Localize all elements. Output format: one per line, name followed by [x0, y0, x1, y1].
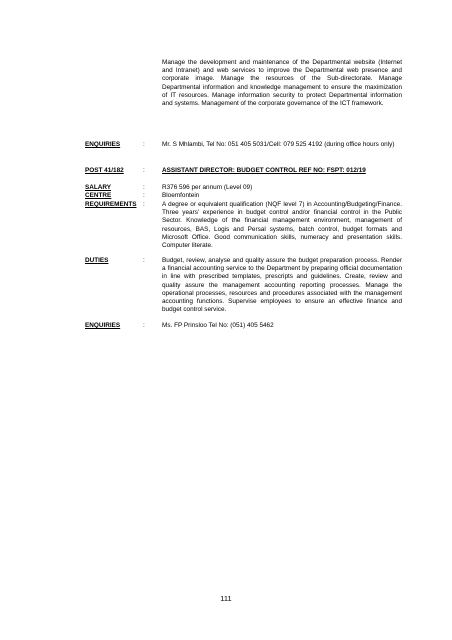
centre-label: CENTRE	[85, 192, 112, 199]
enquiries-label-1: ENQUIRIES	[85, 141, 121, 148]
page-number: 111	[220, 594, 232, 603]
requirements-value: A degree or equivalent qualification (NQF level 7) in Accounting/Budgeting/Finance. Three years' experience in budget control and/or financial control in the Public Sector. Knowledge of the financial management environment, management of resources, BAS, Logis and Persal systems, batch control, budget formats and Microsoft Office. Good communication skills, numeracy and presentation skills. Computer literate.	[162, 201, 402, 250]
enquiries-value-1: Mr. S Mhlambi, Tel No: 051 405 5031/Cell: 079 525 4192 (during office hours only)	[162, 141, 395, 148]
salary-colon: :	[143, 184, 145, 191]
centre-value: Bloemfontein	[162, 192, 200, 199]
enquiries-colon-2: :	[143, 322, 145, 329]
enquiries-value-2: Ms. FP Prinsloo Tel No: (051) 405 5462	[162, 322, 274, 329]
intro-paragraph: Manage the development and maintenance of the Departmental website (Internet and Intranet) and web services to improve the Departmental web presence and corporate image. Manage the resources of the Sub-directorate. Manage Departmental information and knowledge management to ensure the maximization of IT resources. Manage information security to protect Departmental information and systems. Management of the corporate governance of the ICT framework.	[162, 59, 402, 108]
enquiries-colon-1: :	[143, 141, 145, 148]
requirements-colon: :	[143, 201, 145, 208]
salary-label: SALARY	[85, 184, 112, 191]
duties-label: DUTIES	[85, 257, 109, 264]
salary-value: R376 596 per annum (Level 09)	[162, 184, 253, 191]
post-label: POST 41/182	[85, 167, 124, 174]
requirements-label: REQUIREMENTS	[85, 201, 137, 208]
centre-colon: :	[143, 192, 145, 199]
post-colon: :	[143, 167, 145, 174]
duties-colon: :	[143, 257, 145, 264]
enquiries-label-2: ENQUIRIES	[85, 322, 121, 329]
duties-value: Budget, review, analyse and quality assure the budget preparation process. Render a financial accounting service to the Department by preparing official documentation in line with prescribed templates, prescripts and guidelines. Create, review and quality assure the management accounting reporting processes. Manage the operational processes, resources and procedures associated with the management accounting functions. Supervise employees to ensure an effective finance and budget control service.	[162, 257, 402, 314]
post-title: ASSISTANT DIRECTOR: BUDGET CONTROL REF NO: FSPT: 012/19	[162, 167, 366, 174]
